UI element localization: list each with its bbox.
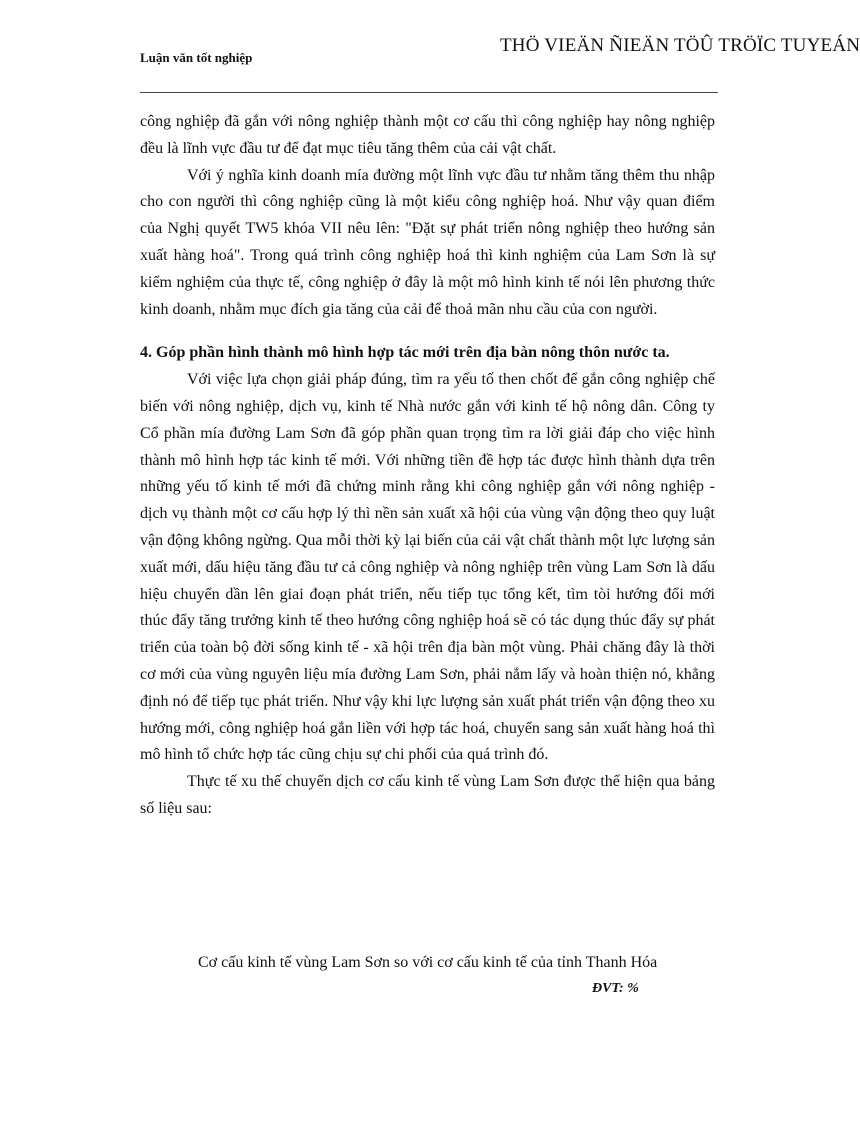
section-heading: 4. Góp phần hình thành mô hình hợp tác mới trên địa bàn nông thôn nước ta. xyxy=(140,344,670,362)
body-paragraph: Với việc lựa chọn giải pháp đúng, tìm ra yếu tố then chốt để gắn công nghiệp chế biến với nông nghiệp, dịch vụ, kinh tế Nhà nước gắn với kinh tế hộ nông dân. Công ty Cổ phần mía đường Lam Sơn đã góp phần quan trọng tìm ra lời giải đáp cho việc hình thành mô hình hợp tác kinh tế mới. Với những tiền đề hợp tác được hình thành dựa trên những yếu tố kinh tế mới đã chứng minh rằng khi công nghiệp gắn với nông nghiệp - dịch vụ thành một cơ cấu hợp lý thì nền sản xuất xã hội của vùng vận động theo quy luật vận động không ngừng. Qua mỗi thời kỳ lại biến của cải vật chất thành một lực lượng sản xuất mới, dấu hiệu tăng đầu tư cả công nghiệp và nông nghiệp trên vùng Lam Sơn là dấu hiệu chuyển dần lên giai đoạn phát triển, nếu tiếp tục tổng kết, tìm tòi hướng đổi mới thúc đẩy tăng trưởng kinh tế theo hướng công nghiệp hoá sẽ có tác dụng thúc đẩy sự phát triển của toàn bộ đời sống kinh tế - xã hội trên địa bàn một vùng. Phải chăng đây là thời cơ mới của vùng nguyên liệu mía đường Lam Sơn, phải nắm lấy và hoàn thiện nó, khẳng định nó để tiếp tục phát triển. Như vậy khi lực lượng sản xuất phát triển vận động theo xu hướng mới, công nghiệp hoá gắn liền với hợp tác hoá, chuyển sang sản xuất hàng hoá thì mô hình tổ chức hợp tác cũng chịu sự chi phối của quá trình đó. xyxy=(140,371,715,764)
header-divider xyxy=(140,92,718,93)
library-header-banner: THÖ VIEÄN ÑIEÄN TÖÛ TRÖÏC TUYEÁN xyxy=(500,35,860,56)
document-body xyxy=(140,109,715,823)
body-paragraph: Với ý nghĩa kinh doanh mía đường một lĩnh vực đầu tư nhằm tăng thêm thu nhập cho con người thì công nghiệp cũng là một kiểu công nghiệp hoá. Như vậy quan điểm của Nghị quyết TW5 khóa VII nêu lên: "Đặt sự phát triển nông nghiệp theo hướng sản xuất hàng hoá". Trong quá trình công nghiệp hoá thì kinh nghiệm của Lam Sơn là sự kiểm nghiệm của thực tế, công nghiệp ở đây là một mô hình kinh tế nói lên phương thức kinh doanh, nhằm mục đích gia tăng của cải để thoả mãn nhu cầu của con người. xyxy=(140,166,715,318)
document-header-title: Luận văn tốt nghiệp xyxy=(140,50,253,65)
body-paragraph: Thực tế xu thế chuyển dịch cơ cấu kinh tế vùng Lam Sơn được thể hiện qua bảng số liệu sau: xyxy=(140,773,715,817)
table-caption: Cơ cấu kinh tế vùng Lam Sơn so với cơ cấu kinh tế của tỉnh Thanh Hóa xyxy=(198,954,658,971)
body-paragraph-continuation: công nghiệp đã gắn với nông nghiệp thành một cơ cấu thì công nghiệp hay nông nghiệp đều là lĩnh vực đầu tư để đạt mục tiêu tăng thêm của cải vật chất. xyxy=(140,113,715,157)
table-unit-label: ĐVT: % xyxy=(592,981,639,996)
